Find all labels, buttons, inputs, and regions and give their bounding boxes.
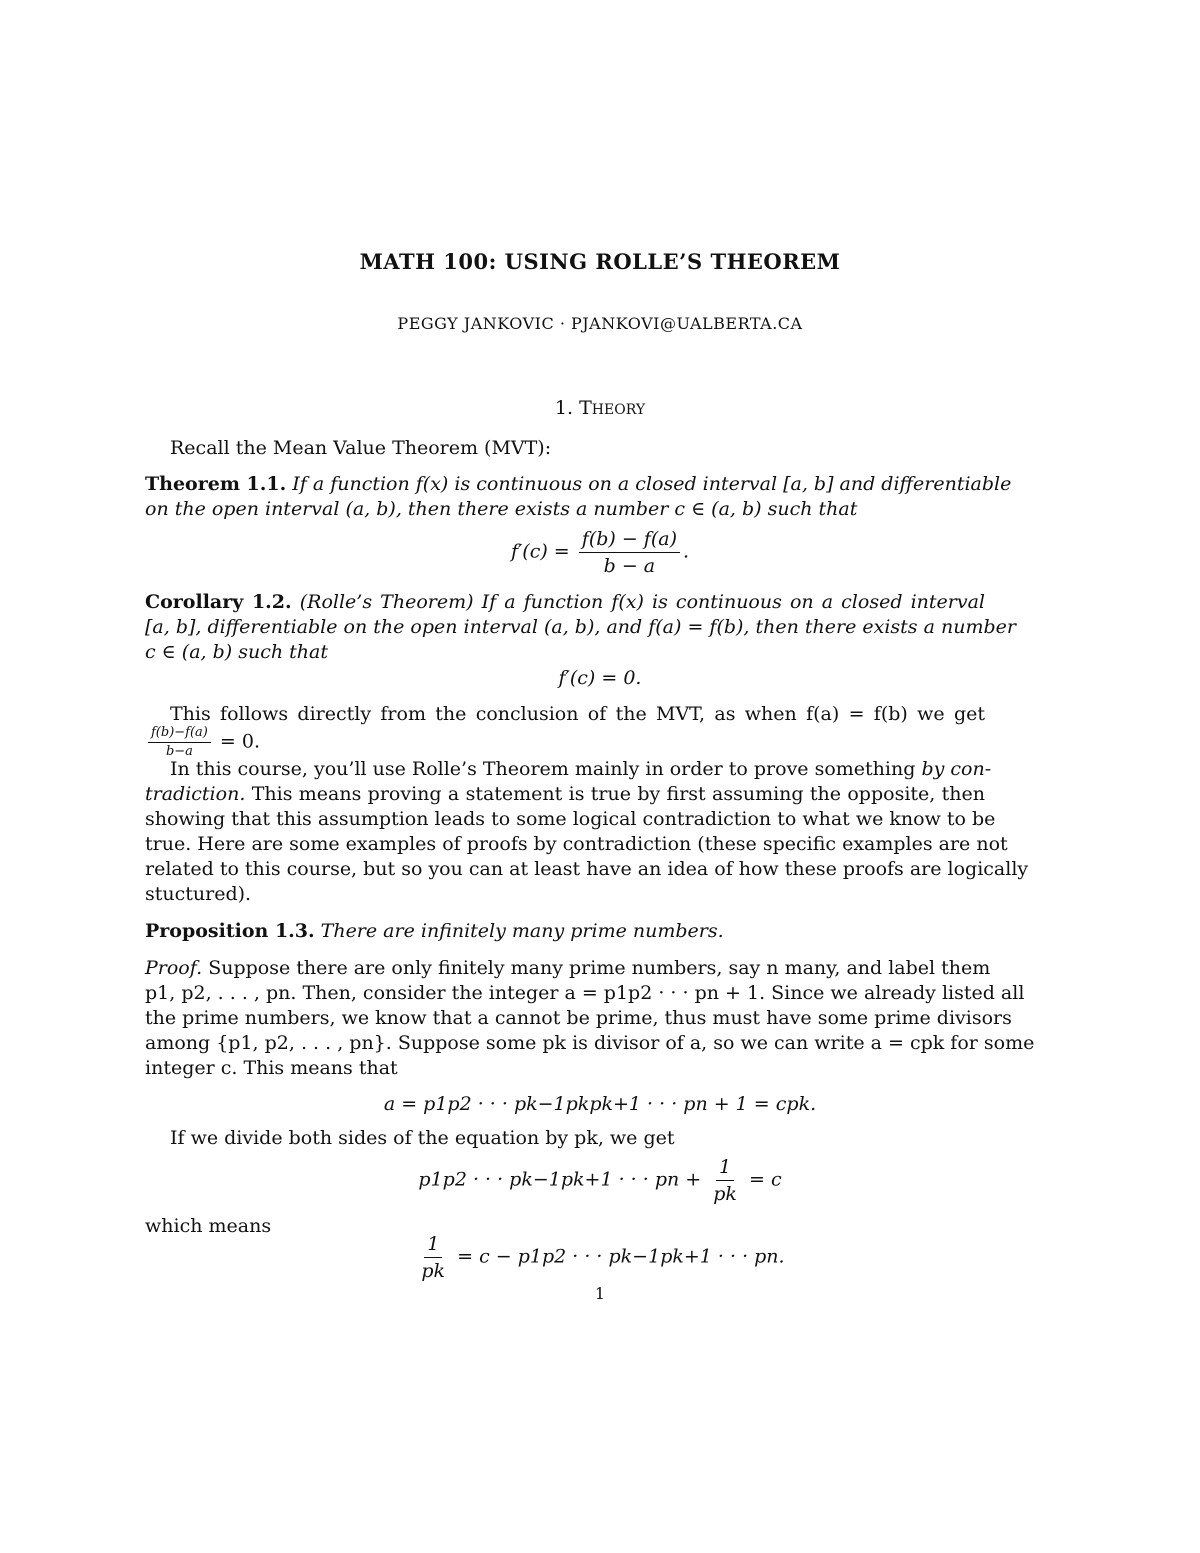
eq3-right: = c − p1p2 · · · pk−1pk+1 · · · pn. bbox=[457, 1245, 785, 1268]
theorem-label: Theorem 1.1. bbox=[145, 473, 287, 495]
proposition bbox=[145, 919, 724, 943]
which-means-text: which means bbox=[145, 1215, 272, 1237]
prime-equation-3 bbox=[0, 1233, 1200, 1282]
proof-line-2: p1, p2, . . . , pn. Then, consider the integer a = p1p2 · · · pn + 1. Since we already listed all bbox=[145, 982, 1025, 1004]
section-name-rest: HEORY bbox=[591, 402, 646, 418]
course-text-2a: tradiction. bbox=[145, 783, 246, 805]
eq3-numerator: 1 bbox=[424, 1233, 442, 1258]
intro-text: Recall the Mean Value Theorem (MVT): bbox=[170, 437, 552, 459]
course-line-6: stuctured). bbox=[145, 883, 252, 905]
eq2-fraction bbox=[710, 1156, 740, 1205]
follows-tail: = 0. bbox=[219, 730, 261, 753]
follows-numerator: f(b)−f(a) bbox=[148, 726, 211, 743]
course-line-3: showing that this assumption leads to some logical contradiction to what we know to be bbox=[145, 808, 996, 830]
corollary-line-1 bbox=[145, 590, 985, 614]
corollary-text-1: (Rolle’s Theorem) If a function f(x) is continuous on a closed interval bbox=[299, 591, 985, 613]
section-name-initial: T bbox=[579, 397, 592, 419]
author-line: PEGGY JANKOVIC · PJANKOVI@UALBERTA.CA bbox=[397, 314, 803, 333]
proof-label: Proof. bbox=[145, 957, 203, 979]
mvt-end: . bbox=[683, 540, 690, 563]
prime-equation-2 bbox=[0, 1156, 1200, 1205]
eq2-numerator: 1 bbox=[716, 1156, 734, 1181]
proof-line-1 bbox=[145, 956, 991, 980]
proof-line-5: integer c. This means that bbox=[145, 1057, 398, 1079]
theorem-text-1: If a function f(x) is continuous on a closed interval [a, b] and differentiable bbox=[292, 473, 1012, 495]
course-text-2b: This means proving a statement is true by first assuming the opposite, then bbox=[251, 783, 985, 805]
theorem-line-1 bbox=[145, 472, 1012, 496]
proof-line-3: the prime numbers, we know that a cannot be prime, thus must have some prime divisors bbox=[145, 1007, 1012, 1029]
section-heading bbox=[0, 396, 1200, 422]
eq2-right: = c bbox=[748, 1168, 782, 1191]
proposition-label: Proposition 1.3. bbox=[145, 920, 315, 942]
follows-denominator: b−a bbox=[165, 744, 193, 759]
eq3-fraction bbox=[418, 1233, 448, 1282]
corollary-label: Corollary 1.2. bbox=[145, 591, 292, 613]
mvt-lhs: f′(c) = bbox=[510, 540, 570, 563]
section-number: 1. bbox=[554, 397, 574, 419]
mvt-denominator: b − a bbox=[603, 555, 656, 577]
corollary-line-2: [a, b], differentiable on the open interval (a, b), and f(a) = f(b), then there exists a number bbox=[145, 616, 1016, 638]
course-line-2 bbox=[145, 782, 985, 806]
mvt-fraction bbox=[579, 528, 680, 577]
course-line-1 bbox=[170, 757, 992, 781]
proposition-text: There are infinitely many prime numbers. bbox=[320, 920, 724, 942]
corollary-line-3: c ∈ (a, b) such that bbox=[145, 641, 328, 663]
prime-equation-1: a = p1p2 · · · pk−1pkpk+1 · · · pn + 1 = cpk. bbox=[383, 1093, 817, 1115]
course-line-4: true. Here are some examples of proofs by contradiction (these specific examples are not bbox=[145, 833, 1008, 855]
eq2-denominator: pk bbox=[713, 1183, 737, 1205]
page-title: MATH 100: USING ROLLE’S THEOREM bbox=[359, 249, 841, 274]
course-line-5: related to this course, but so you can at least have an idea of how these proofs are logically bbox=[145, 858, 1029, 880]
follows-line-1: This follows directly from the conclusion of the MVT, as when f(a) = f(b) we get bbox=[170, 703, 985, 725]
theorem-line-2: on the open interval (a, b), then there exists a number c ∈ (a, b) such that bbox=[145, 498, 858, 520]
proof-line-4: among {p1, p2, . . . , pn}. Suppose some pk is divisor of a, so we can write a = cpk for some bbox=[145, 1032, 1035, 1054]
rolle-equation: f′(c) = 0. bbox=[558, 667, 642, 689]
mvt-numerator: f(b) − f(a) bbox=[579, 528, 680, 553]
course-text-1b: by con- bbox=[921, 758, 992, 780]
page-number: 1 bbox=[594, 1284, 606, 1303]
eq2-left: p1p2 · · · pk−1pk+1 · · · pn + bbox=[418, 1168, 702, 1191]
proof-text-1: Suppose there are only finitely many prime numbers, say n many, and label them bbox=[208, 957, 991, 979]
course-text-1a: In this course, you’ll use Rolle’s Theorem mainly in order to prove something bbox=[170, 758, 916, 780]
follows-line-2 bbox=[145, 726, 260, 759]
mvt-equation bbox=[0, 528, 1200, 577]
divide-text: If we divide both sides of the equation by pk, we get bbox=[170, 1127, 675, 1149]
follows-fraction bbox=[148, 726, 211, 759]
eq3-denominator: pk bbox=[421, 1260, 446, 1282]
